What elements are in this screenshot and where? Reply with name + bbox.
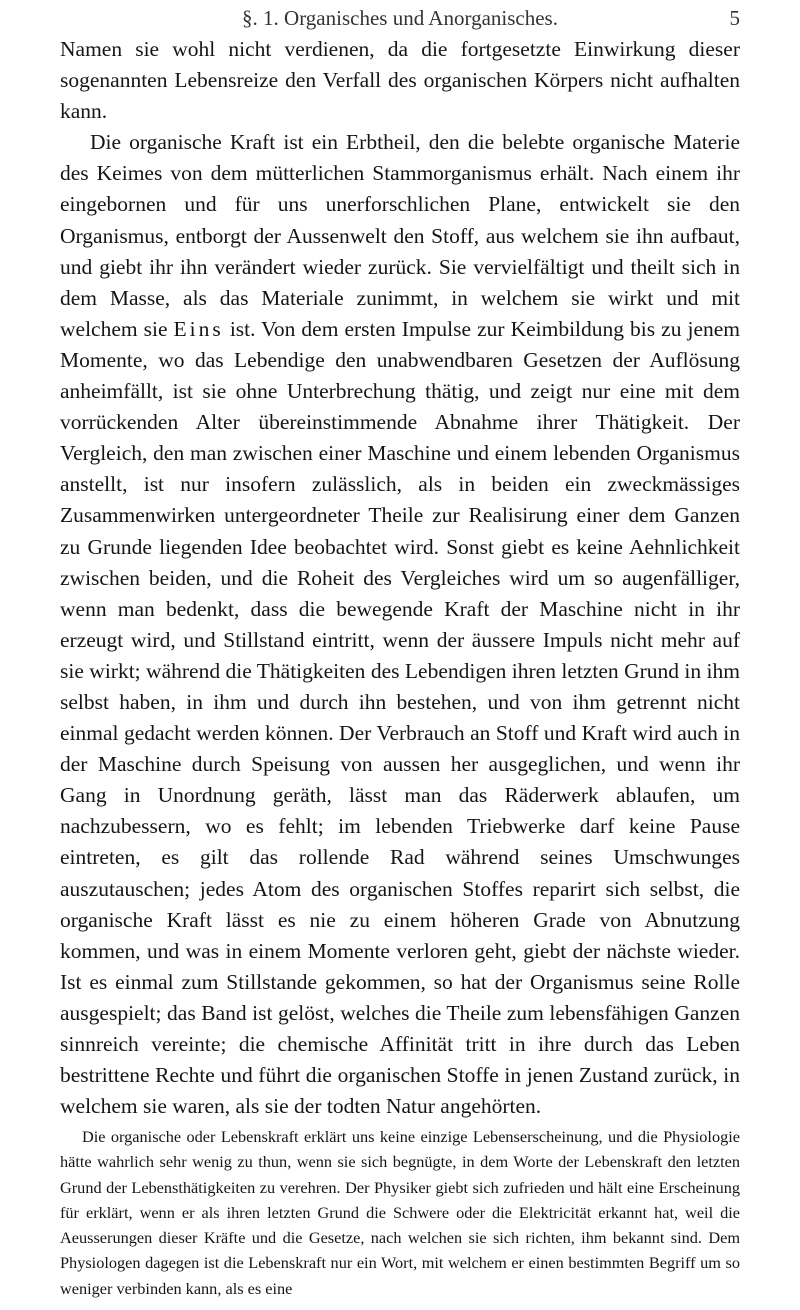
main-text [60,34,740,1122]
paragraph-organic-force [60,127,740,1122]
book-page [60,6,740,1301]
small-print-note: Die organische oder Lebenskraft erklärt uns keine einzige Lebenserscheinung, und die Physiologie hätte wahrlich sehr wenig zu thun, wenn sie sich begnügte, in dem Worte der Lebenskraft den letzten Grund der Lebensthätigkeiten zu verehren. Der Physiker giebt sich zufrieden und hält eine Erscheinung für erklärt, wenn er als ihren letzten Grund die Schwere oder die Elektricität erkannt hat, weil die Aeusserungen dieser Kräfte und die Gesetze, nach welchen sie sich richten, ihm bekannt sind. Dem Physiologen dagegen ist die Lebenskraft nur ein Wort, mit welchem er einen bestimmten Begriff um so weniger verbinden kann, als es eine [60,1127,740,1298]
paragraph-continued: Namen sie wohl nicht verdienen, da die fortgesetzte Einwirkung dieser sogenannten Lebensreize den Verfall des organischen Körpers nicht aufhalten kann. [60,37,740,124]
spaced-emphasis: Eins [173,316,224,341]
paragraph-text-part: Die organische Kraft ist ein Erbtheil, den die belebte organische Materie des Keimes von dem mütterlichen Stammorganismus erhält. Nach einem ihr eingebornen und für uns unerforschlichen Plane, entwickelt sie den Organismus, entborgt der Aussenwelt den Stoff, aus welchem sie ihn aufbaut, und giebt ihr ihn verändert wieder zurück. Sie vervielfältigt und theilt sich in dem Masse, als das Materiale zunimmt, in welchem sie wirkt und mit welchem sie [60,130,740,341]
paragraph-text-part: ist. Von dem ersten Impulse zur Keimbildung bis zu jenem Momente, wo das Lebendige den unabwendbaren Gesetzen der Auflösung anheimfällt, ist sie ohne Unterbrechung thätig, und zeigt nur eine mit dem vorrückenden Alter übereinstimmende Abnahme ihrer Thätigkeit. Der Vergleich, den man zwischen einer Maschine und einem lebenden Organismus anstellt, ist nur insofern zulässlich, als in beiden ein zweckmässiges Zusammenwirken untergeordneter Theile zur Realisirung einer dem Ganzen zu Grunde liegenden Idee beobachtet wird. Sonst giebt es keine Aehnlichkeit zwischen beiden, und die Roheit des Vergleiches wird um so augenfälliger, wenn man bedenkt, dass die bewegende Kraft der Maschine nicht in ihr erzeugt wird, und Stillstand eintritt, wenn der äussere Impuls nicht mehr auf sie wirkt; während die Thätigkeiten des Lebendigen ihren letzten Grund in ihm selbst haben, in ihm und durch ihn bestehen, und von ihm getrennt nicht einmal gedacht werden können. Der Verbrauch an Stoff und Kraft wird auch in der Maschine durch Speisung von aussen her ausgeglichen, und wenn ihr Gang in Unordnung geräth, lässt man das Räderwerk ablaufen, um nachzubessern, wo es fehlt; im lebenden Triebwerke darf keine Pause eintreten, es gilt das rollende Rad während seines Umschwunges auszutauschen; jedes Atom des organischen Stoffes reparirt sich selbst, die organische Kraft lässt es nie zu einem höheren Grade von Abnutzung kommen, und was in einem Momente verloren geht, giebt der nächste wieder. Ist es einmal zum Stillstande gekommen, so hat der Organismus seine Rolle ausgespielt; das Band ist gelöst, welches die Theile zum lebensfähigen Ganzen sinnreich vereinte; die chemische Affinität tritt in ihre durch das Leben bestrittene Rechte und führt die organischen Stoffe in jenen Zustand zurück, in welchem sie waren, als sie der todten Natur angehörten. [60,316,741,1119]
running-head-title: §. 1. Organisches und Anorganisches. [242,6,558,30]
running-head [60,6,740,34]
page-number: 5 [729,6,740,30]
